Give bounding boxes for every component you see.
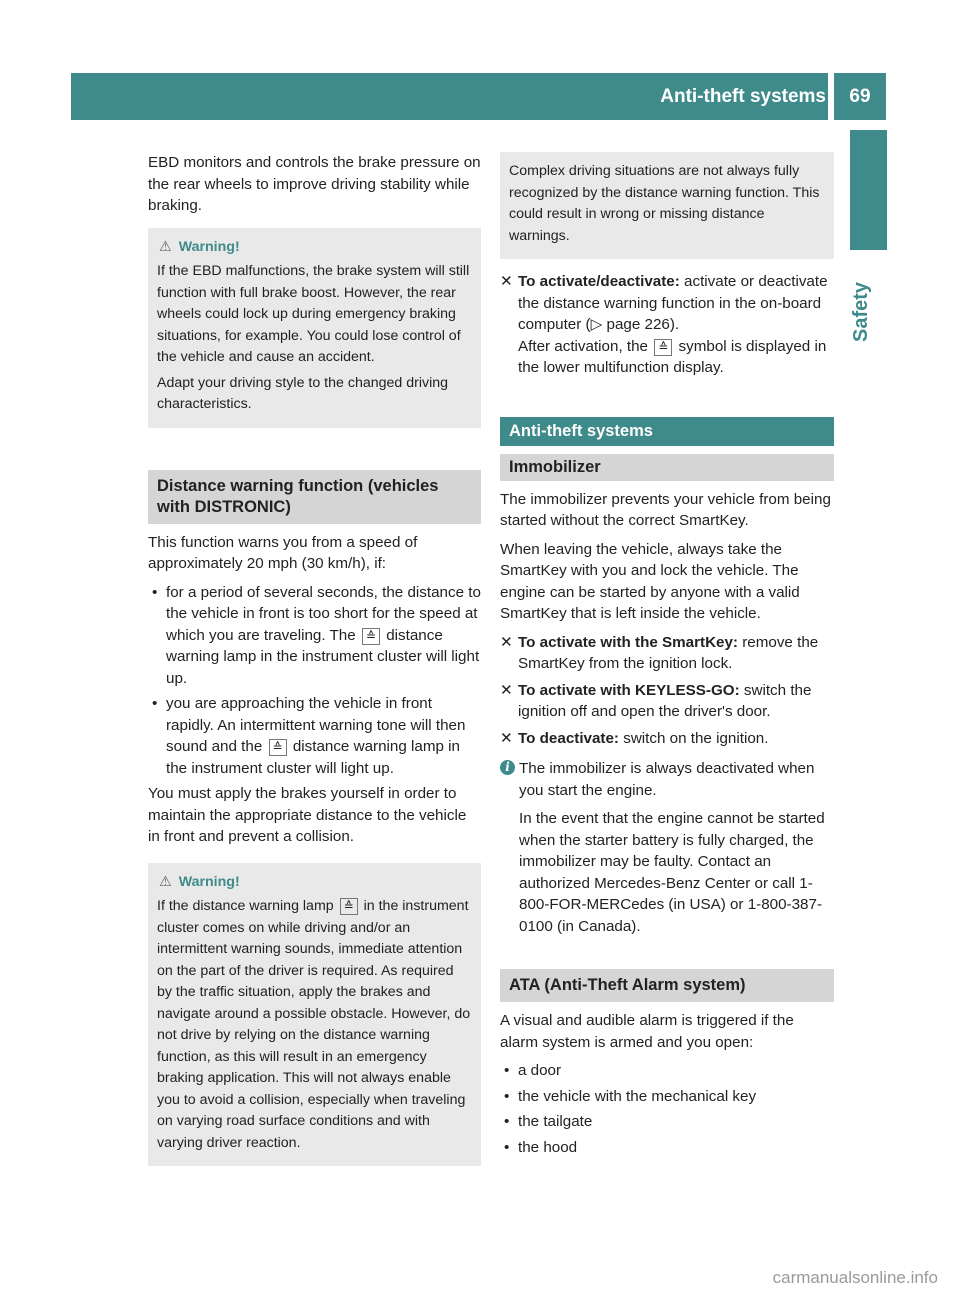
step-arrow-icon: ✕ — [500, 681, 513, 699]
step-arrow-icon: ✕ — [500, 729, 513, 747]
section-heading-immobilizer: Immobilizer — [500, 454, 834, 481]
bullet-icon: • — [504, 1138, 510, 1156]
warning-icon: ⚠ — [159, 238, 172, 255]
distance-intro: This function warns you from a speed of approximately 20 mph (30 km/h), if: — [148, 533, 418, 572]
bullet-icon: • — [504, 1113, 510, 1130]
immobilizer-text: When leaving the vehicle, always take the SmartKey with you and lock the vehicle. The engine can be started by anyone with a valid SmartKey that is left inside the vehicle. — [500, 540, 800, 622]
side-tab — [850, 130, 887, 250]
side-tab-label: Safety — [850, 281, 872, 342]
step-arrow-icon: ✕ — [500, 273, 513, 290]
instruction-step: ✕ To activate with the SmartKey: remove the SmartKey from the ignition lock. — [500, 633, 819, 672]
distance-warning-lamp-icon: ≙ — [362, 628, 380, 645]
info-note: i The immobilizer is always deactivated when you start the engine. In the event that the engine cannot be started when the starter battery is fully charged, the immobilizer may be faulty. Contact an authorized Mercedes-Benz Center or call 1-800-FOR-MERCedes (in USA) or 1-800-387-0100 (in Canada). — [500, 758, 834, 937]
bullet-icon: • — [504, 1062, 510, 1079]
footer-watermark: carmanualsonline.info — [772, 1268, 938, 1287]
bullet-icon: • — [152, 695, 158, 712]
warning-heading: Warning! — [178, 238, 240, 255]
list-item: • the vehicle with the mechanical key — [500, 1086, 834, 1108]
distance-warning-lamp-icon: ≙ — [340, 898, 358, 915]
left-column — [148, 152, 481, 1166]
immobilizer-text: The immobilizer prevents your vehicle from being started without the correct SmartKey. — [500, 490, 831, 529]
bullet-icon: • — [504, 1087, 510, 1105]
warning-text: If the EBD malfunctions, the brake system will still function with full brake boost. However, the rear wheels could lock up during emergency braking situations, for example. You could lose control of the vehicle and cause an accident. — [157, 263, 470, 365]
ata-intro: A visual and audible alarm is triggered if the alarm system is armed and you open: — [500, 1012, 794, 1051]
info-icon: i — [500, 760, 515, 775]
warning-box-ebd — [148, 228, 481, 428]
note-box — [500, 152, 834, 259]
warning-box-distance: ⚠ Warning! If the distance warning lamp ≙ in the instrument cluster comes on while driving and/or an intermittent warning sounds, immediate attention on the part of the driver is required. As required by the traffic situation, apply the brakes and navigate around a possible obstacle. However, do not drive by relying on the distance warning function, as this will result in an emergency braking application. This will not always enable you to avoid a collision, especially when traveling on varying road surface conditions and with varying driver reaction. — [148, 863, 481, 1167]
warning-heading: Warning! — [178, 873, 240, 890]
warning-icon: ⚠ — [159, 873, 172, 890]
section-heading-anti-theft: Anti-theft systems — [500, 417, 834, 446]
right-column — [500, 152, 834, 1162]
ebd-intro: EBD monitors and controls the brake pressure on the rear wheels to improve driving stability while braking. — [148, 154, 481, 214]
list-item: • the tailgate — [500, 1111, 834, 1133]
section-heading-ata: ATA (Anti-Theft Alarm system) — [500, 969, 834, 1002]
list-item: • you are approaching the vehicle in front rapidly. An intermittent warning tone will then sound and the ≙ distance warning lamp in the instrument cluster will light up. — [152, 695, 466, 777]
instruction-step: ✕ To deactivate: switch on the ignition. — [500, 728, 834, 750]
instruction-step: ✕ To activate/deactivate: activate or deactivate the distance warning function in the on-board computer (▷ page 226). After activation, the ≙ symbol is displayed in the lower multifunction display. — [500, 273, 828, 376]
list-item: • a door — [500, 1060, 834, 1082]
apply-brakes-text: You must apply the brakes yourself in order to maintain the appropriate distance to the vehicle in front and prevent a collision. — [148, 785, 467, 845]
note-text: Complex driving situations are not always fully recognized by the distance warning function. This could result in wrong or missing distance warnings. — [509, 163, 820, 244]
step-arrow-icon: ✕ — [500, 633, 513, 651]
distance-warning-lamp-icon: ≙ — [269, 739, 287, 756]
distance-warning-symbol-icon: ≙ — [654, 339, 672, 356]
page-number: 69 — [834, 73, 886, 120]
list-item: • the hood — [500, 1137, 834, 1159]
instruction-step: ✕ To activate with KEYLESS-GO: switch the ignition off and open the driver's door. — [500, 681, 812, 720]
list-item: • for a period of several seconds, the distance to the vehicle in front is too short for the speed at which you are traveling. The ≙ distance warning lamp in the instrument cluster will light up. — [152, 583, 481, 687]
section-heading-distance-warning: Distance warning function (vehicles with DISTRONIC) — [148, 470, 481, 524]
warning-text: Adapt your driving style to the changed driving characteristics. — [157, 374, 449, 412]
page-title: Anti-theft systems — [660, 86, 826, 107]
page-ref-arrow-icon: ▷ — [590, 316, 603, 333]
bullet-icon: • — [152, 583, 158, 601]
